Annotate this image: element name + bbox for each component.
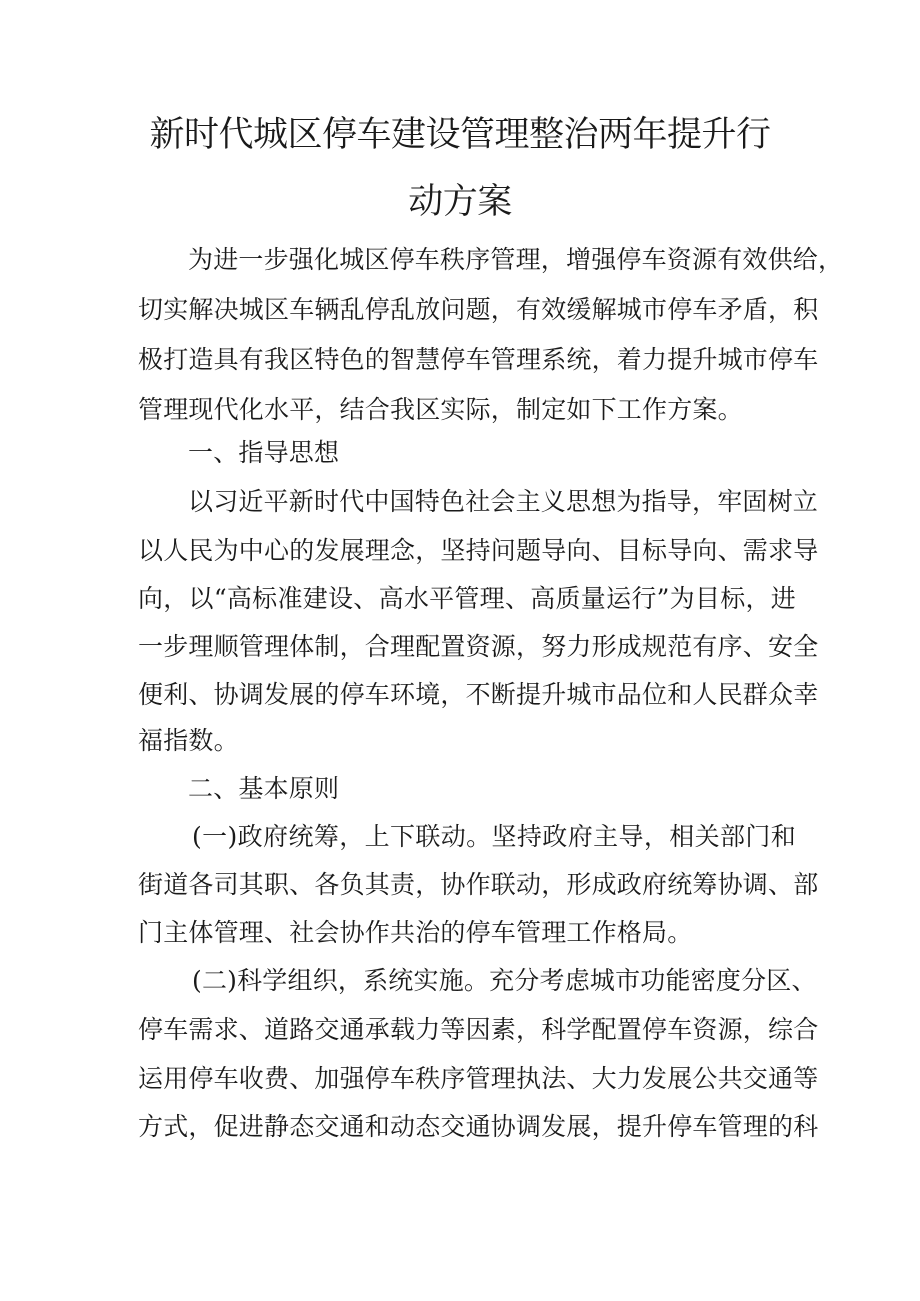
section-heading-guiding-ideology: 一、指导思想 [188, 438, 340, 467]
section1-line: 以习近平新时代中国特色社会主义思想为指导，牢固树立 [188, 487, 819, 516]
principle2-line: 运用停车收费、加强停车秩序管理执法、大力发展公共交通等 [138, 1064, 819, 1093]
section-heading-basic-principles: 二、基本原则 [188, 774, 340, 803]
principle1-line: 门主体管理、社会协作共治的停车管理工作格局。 [138, 918, 693, 947]
section1-line: 向，以“高标准建设、高水平管理、高质量运行”为目标，进 [138, 584, 796, 613]
principle2-line: 方式，促进静态交通和动态交通协调发展，提升停车管理的科 [138, 1112, 819, 1141]
principle1-line: 街道各司其职、各负其责，协作联动，形成政府统筹协调、部 [138, 870, 819, 899]
intro-line: 管理现代化水平，结合我区实际，制定如下工作方案。 [138, 395, 743, 424]
document-title-line-2: 动方案 [408, 182, 512, 222]
intro-line: 为进一步强化城区停车秩序管理，增强停车资源有效供给， [188, 245, 844, 274]
section1-line: 以人民为中心的发展理念，坚持问题导向、目标导向、需求导 [138, 536, 819, 565]
intro-line: 极打造具有我区特色的智慧停车管理系统，着力提升城市停车 [138, 345, 819, 374]
section1-line: 便利、协调发展的停车环境，不断提升城市品位和人民群众幸 [138, 680, 819, 709]
principle1-line: (一)政府统筹，上下联动。坚持政府主导，相关部门和 [192, 822, 796, 851]
principle2-line: 停车需求、道路交通承载力等因素，科学配置停车资源，综合 [138, 1015, 819, 1044]
document-title-line-1: 新时代城区停车建设管理整治两年提升行 [149, 115, 771, 155]
intro-line: 切实解决城区车辆乱停乱放问题，有效缓解城市停车矛盾，积 [138, 295, 819, 324]
section1-line: 福指数。 [138, 726, 239, 755]
section1-line: 一步理顺管理体制，合理配置资源，努力形成规范有序、安全 [138, 632, 819, 661]
principle2-line: (二)科学组织，系统实施。充分考虑城市功能密度分区、 [192, 966, 817, 995]
